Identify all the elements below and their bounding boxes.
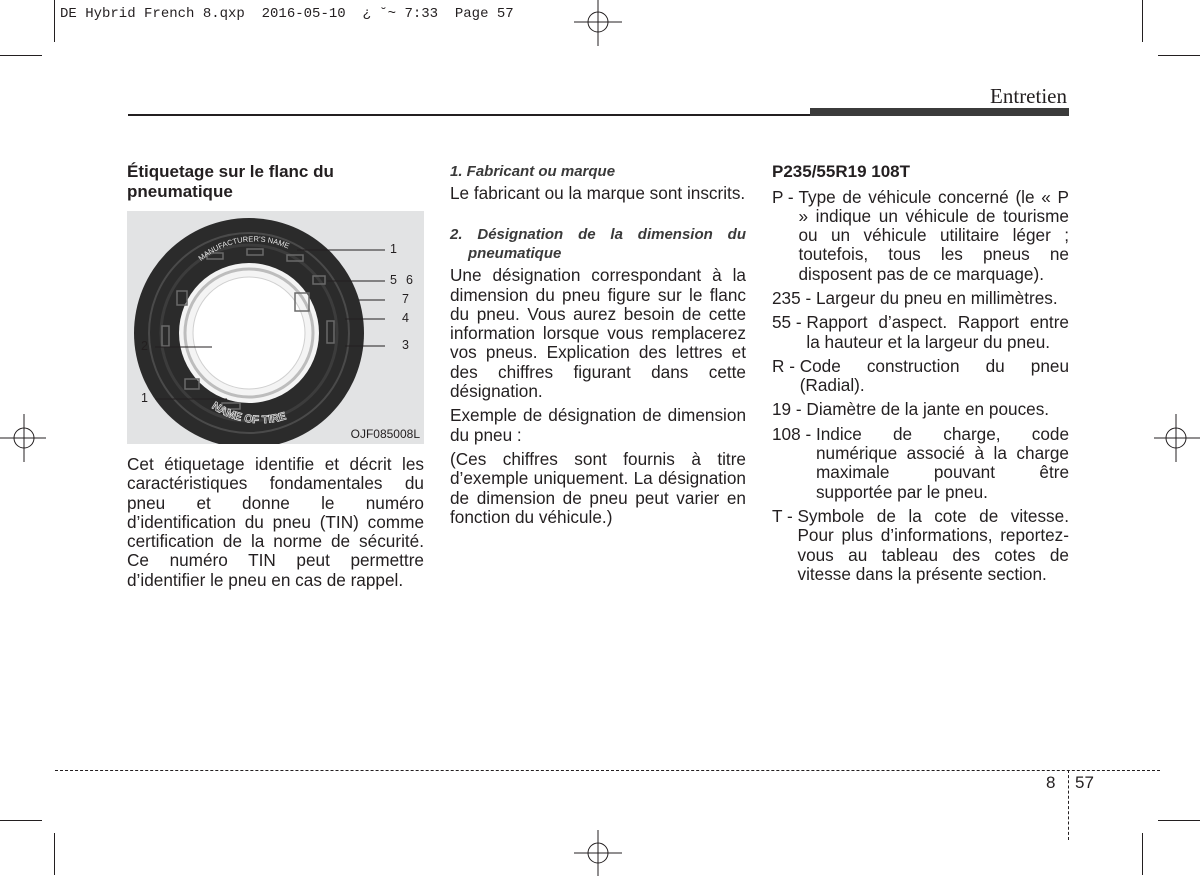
chapter-number: 8 bbox=[1046, 773, 1056, 792]
registration-mark-icon bbox=[574, 0, 622, 48]
code-description: Type de véhicule concerné (le « P » indique un véhicule de tourisme ou un véhicule utilitaire léger ; toutefois, tous les pneus ne disposent pas de ce marquage). bbox=[798, 186, 1069, 284]
print-slug: DE Hybrid French 8.qxp 2016-05-10 ¿ ˘~ 7:33 Page 57 bbox=[60, 6, 514, 22]
code-item-235 bbox=[772, 289, 1069, 308]
code-item-r bbox=[772, 357, 1069, 396]
header-rule bbox=[128, 114, 811, 116]
callout-7: 7 bbox=[402, 292, 409, 306]
subsection-1-text: Le fabricant ou la marque sont inscrits. bbox=[450, 183, 746, 203]
crop-mark bbox=[0, 820, 42, 821]
crop-mark bbox=[0, 55, 42, 56]
code-description: Symbole de la cote de vitesse. Pour plus d’informations, reportez-vous au tableau des cotes de vitesse dans la présente section. bbox=[797, 505, 1069, 584]
code-key: R - bbox=[772, 355, 800, 376]
callout-4: 4 bbox=[402, 311, 409, 325]
callout-1-top: 1 bbox=[390, 242, 397, 256]
left-column bbox=[127, 162, 424, 201]
subsection-2-text-3: (Ces chiffres sont fournis à titre d’exemple uniquement. La désignation de dimension de pneu peut varier en fonction du véhicule.) bbox=[450, 448, 746, 527]
callout-5: 5 bbox=[390, 273, 397, 287]
tire-sidewall-figure bbox=[127, 211, 424, 444]
registration-mark-icon bbox=[1152, 414, 1200, 462]
code-key: 235 - bbox=[772, 287, 816, 308]
code-description: Code construction du pneu (Radial). bbox=[799, 355, 1069, 396]
code-item-55 bbox=[772, 313, 1069, 352]
right-column bbox=[772, 162, 1069, 584]
code-key: 19 - bbox=[772, 399, 807, 420]
code-item-19 bbox=[772, 400, 1069, 419]
callout-3: 3 bbox=[402, 338, 409, 352]
footer-rule bbox=[55, 770, 1160, 771]
code-item-t bbox=[772, 507, 1069, 584]
code-key: T - bbox=[772, 505, 798, 526]
section-title: Entretien bbox=[990, 84, 1067, 108]
page-number: 57 bbox=[1075, 773, 1094, 792]
callout-2: 2 bbox=[141, 339, 148, 353]
crop-mark bbox=[1142, 833, 1143, 875]
sidewall-text-tire-name: NAME OF TIRE bbox=[209, 400, 288, 427]
crop-mark bbox=[1158, 820, 1200, 821]
code-description: Rapport d’aspect. Rapport entre la hauteur et la largeur du pneu. bbox=[806, 312, 1069, 352]
crop-mark bbox=[1142, 0, 1143, 42]
header-tab-bar bbox=[810, 108, 1069, 116]
code-description: Indice de charge, code numérique associé à la charge maximale pouvant être supportée par le pneu. bbox=[815, 423, 1069, 502]
sidewall-text-manufacturer: MANUFACTURER'S NAME bbox=[196, 234, 291, 263]
tire-diagram bbox=[127, 211, 424, 444]
figure-code: OJF085008L bbox=[350, 427, 420, 441]
page-number-divider bbox=[1068, 770, 1069, 840]
callout-6: 6 bbox=[406, 273, 413, 287]
code-item-108 bbox=[772, 425, 1069, 502]
code-description: Diamètre de la jante en pouces. bbox=[806, 399, 1050, 420]
subsection-2-title: 2. Désignation de la dimension du pneumatique bbox=[450, 226, 746, 263]
code-key: 55 - bbox=[772, 312, 807, 333]
crop-mark bbox=[54, 833, 55, 875]
registration-mark-icon bbox=[574, 828, 622, 876]
callout-1-bottom: 1 bbox=[141, 391, 148, 405]
code-key: 108 - bbox=[772, 423, 816, 444]
tire-size-example: P235/55R19 108T bbox=[772, 162, 910, 181]
code-description: Largeur du pneu en millimètres. bbox=[815, 287, 1058, 308]
subsection-1-title: 1. Fabricant ou marque bbox=[450, 163, 616, 180]
left-paragraph: Cet étiquetage identifie et décrit les caractéristiques fondamentales du pneu et donne le numéro d’identification du pneu (TIN) comme certification de la norme de sécurité. Ce numéro TIN peut permettre d’identifier le pneu en cas de rappel. bbox=[127, 454, 424, 590]
crop-mark bbox=[1158, 55, 1200, 56]
left-paragraph-block bbox=[127, 455, 424, 590]
left-heading: Étiquetage sur le flanc du pneumatique bbox=[127, 162, 334, 201]
middle-column bbox=[450, 162, 746, 527]
crop-mark bbox=[54, 0, 55, 42]
code-key: P - bbox=[772, 186, 799, 207]
subsection-2-text-1: Une désignation correspondant à la dimension du pneu figure sur le flanc du pneu. Vous aurez besoin de cette information lorsque vous remplacerez vos pneus. Explication des lettres et des chiffres figurant dans cette désignation. bbox=[450, 265, 746, 402]
code-item-p bbox=[772, 188, 1069, 284]
subsection-2-text-2: Exemple de désignation de dimension du pneu : bbox=[450, 405, 746, 445]
registration-mark-icon bbox=[0, 414, 48, 462]
